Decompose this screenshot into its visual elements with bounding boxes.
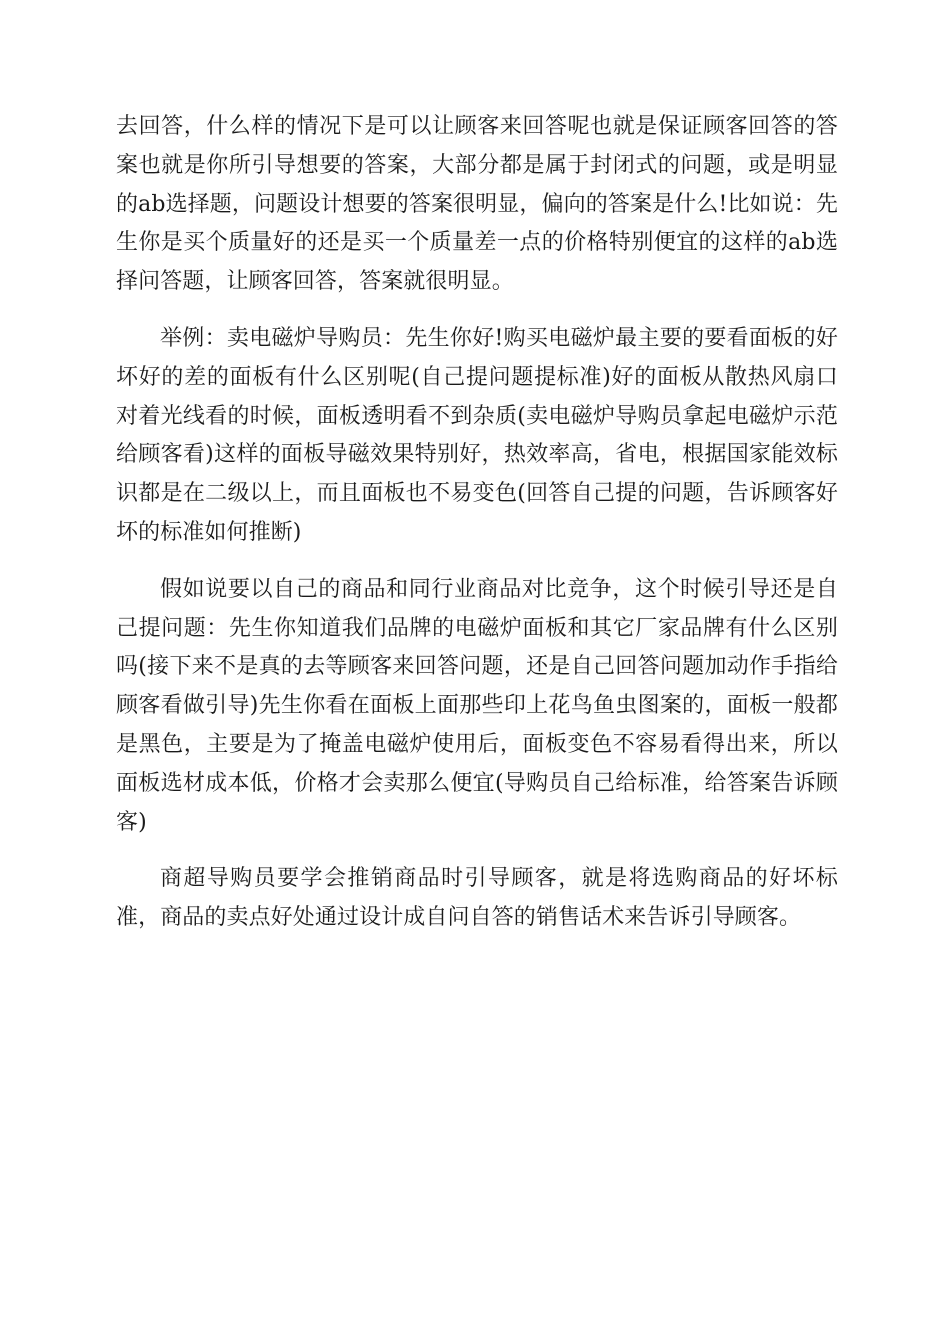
- paragraph-summary: 商超导购员要学会推销商品时引导顾客，就是将选购商品的好坏标准，商品的卖点好处通过设计成自问自答的销售话术来告诉引导顾客。: [116, 866, 838, 931]
- document-body: [116, 108, 838, 956]
- paragraph-example: 举例：卖电磁炉导购员：先生你好!购买电磁炉最主要的要看面板的好坏好的差的面板有什么区别呢(自己提问题提标准)好的面板从散热风扇口对着光线看的时候，面板透明看不到杂质(卖电磁炉导购员拿起电磁炉示范给顾客看)这样的面板导磁效果特别好，热效率高，省电，根据国家能效标识都是在二级以上，而且面板也不易变色(回答自己提的问题，告诉顾客好坏的标准如何推断): [116, 325, 838, 545]
- paragraph-continuation: 去回答，什么样的情况下是可以让顾客来回答呢也就是保证顾客回答的答案也就是你所引导想要的答案，大部分都是属于封闭式的问题，或是明显的ab选择题，问题设计想要的答案很明显，偏向的答案是什么!比如说：先生你是买个质量好的还是买一个质量差一点的价格特别便宜的这样的ab选择问答题，让顾客回答，答案就很明显。: [116, 114, 838, 295]
- paragraph-comparison: 假如说要以自己的商品和同行业商品对比竞争，这个时候引导还是自己提问题：先生你知道我们品牌的电磁炉面板和其它厂家品牌有什么区别吗(接下来不是真的去等顾客来回答问题，还是自己回答问题加动作手指给顾客看做引导)先生你看在面板上面那些印上花鸟鱼虫图案的，面板一般都是黑色，主要是为了掩盖电磁炉使用后，面板变色不容易看得出来，所以面板选材成本低，价格才会卖那么便宜(导购员自己给标准，给答案告诉顾客): [116, 576, 838, 835]
